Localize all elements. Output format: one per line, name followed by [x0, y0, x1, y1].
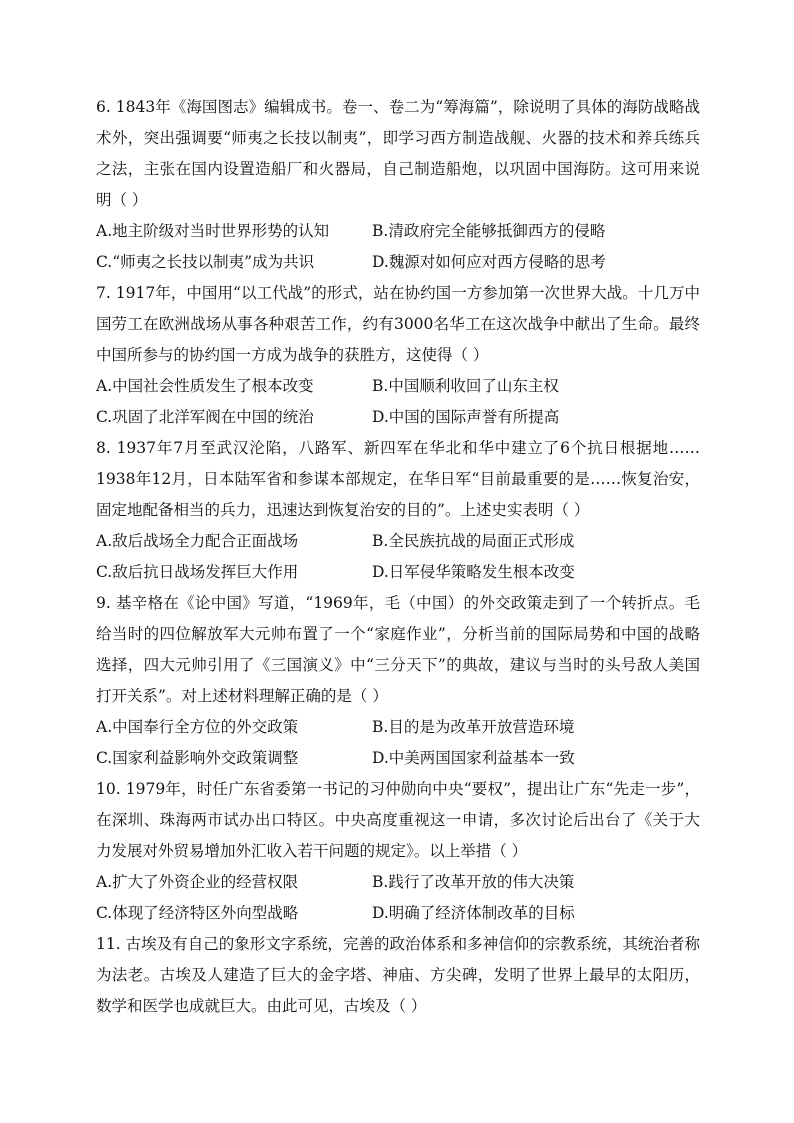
option-grid [96, 371, 700, 433]
question-stem: 9. 基辛格在《论中国》写道，“1969年，毛（中国）的外交政策走到了一个转折点。毛给当时的四位解放军大元帅布置了一个“家庭作业”，分析当前的国际局势和中国的战略选择，四大元帅引用了《三国演义》中“三分天下”的典故，建议与当时的头号敌人美国打开关系”。对上述材料理解正确的是（ ） [96, 594, 700, 705]
option-grid [96, 867, 700, 929]
option-c: C.敌后抗日战场发挥巨大作用 [96, 563, 299, 581]
question-stem: 8. 1937年7月至武汉沦陷，八路军、新四军在华北和华中建立了6个抗日根据地……1938年12月，日本陆军省和参谋本部规定，在华日军“目前最重要的是……恢复治安，固定地配备相当的兵力，迅速达到恢复治安的目的”。上述史实表明（ ） [96, 439, 700, 519]
option-d: D.中国的国际声誉有所提高 [372, 408, 560, 426]
question-stem: 6. 1843年《海国图志》编辑成书。卷一、卷二为“筹海篇”，除说明了具体的海防战略战术外，突出强调要“师夷之长技以制夷”，即学习西方制造战舰、火器的技术和养兵练兵之法，主张在国内设置造船厂和火器局，自己制造船炮，以巩固中国海防。这可用来说明（ ） [96, 98, 700, 209]
option-grid [96, 216, 700, 278]
option-a: A.敌后战场全力配合正面战场 [96, 532, 299, 550]
question-6 [96, 92, 700, 278]
question-11 [96, 929, 700, 1022]
question-stem: 10. 1979年，时任广东省委第一书记的习仲勋向中央“要权”，提出让广东“先走一步”，在深圳、珠海两市试办出口特区。中央高度重视这一申请，多次讨论后出台了《关于大力发展对外贸易增加外汇收入若干问题的规定》。以上举措（ ） [96, 780, 700, 860]
question-stem: 7. 1917年，中国用“以工代战”的形式，站在协约国一方参加第一次世界大战。十几万中国劳工在欧洲战场从事各种艰苦工作，约有3000名华工在这次战争中献出了生命。最终中国所参与的协约国一方成为战争的获胜方，这使得（ ） [96, 284, 700, 364]
option-b: B.全民族抗战的局面正式形成 [372, 532, 575, 550]
option-c: C.“师夷之长技以制夷”成为共识 [96, 253, 315, 271]
question-8 [96, 433, 700, 588]
option-d: D.中美两国国家利益基本一致 [372, 749, 575, 767]
option-a: A.地主阶级对当时世界形势的认知 [96, 222, 330, 240]
option-d: D.明确了经济体制改革的目标 [372, 904, 575, 922]
option-a: A.扩大了外资企业的经营权限 [96, 873, 299, 891]
option-b: B.目的是为改革开放营造环境 [372, 718, 575, 736]
option-c: C.国家利益影响外交政策调整 [96, 749, 299, 767]
option-d: D.魏源对如何应对西方侵略的思考 [372, 253, 606, 271]
option-a: A.中国奉行全方位的外交政策 [96, 718, 299, 736]
option-grid [96, 712, 700, 774]
question-7 [96, 278, 700, 433]
option-c: C.体现了经济特区外向型战略 [96, 904, 299, 922]
option-b: B.中国顺利收回了山东主权 [372, 377, 559, 395]
option-b: B.践行了改革开放的伟大决策 [372, 873, 575, 891]
question-9 [96, 588, 700, 774]
question-stem: 11. 古埃及有自己的象形文字系统，完善的政治体系和多神信仰的宗教系统，其统治者称为法老。古埃及人建造了巨大的金字塔、神庙、方尖碑，发明了世界上最早的太阳历，数学和医学也成就巨大。由此可见，古埃及（ ） [96, 935, 700, 1015]
option-c: C.巩固了北洋军阀在中国的统治 [96, 408, 314, 426]
question-10 [96, 774, 700, 929]
option-d: D.日军侵华策略发生根本改变 [372, 563, 575, 581]
option-grid [96, 526, 700, 588]
option-a: A.中国社会性质发生了根本改变 [96, 377, 314, 395]
option-b: B.清政府完全能够抵御西方的侵略 [372, 222, 606, 240]
exam-page [96, 92, 700, 1022]
